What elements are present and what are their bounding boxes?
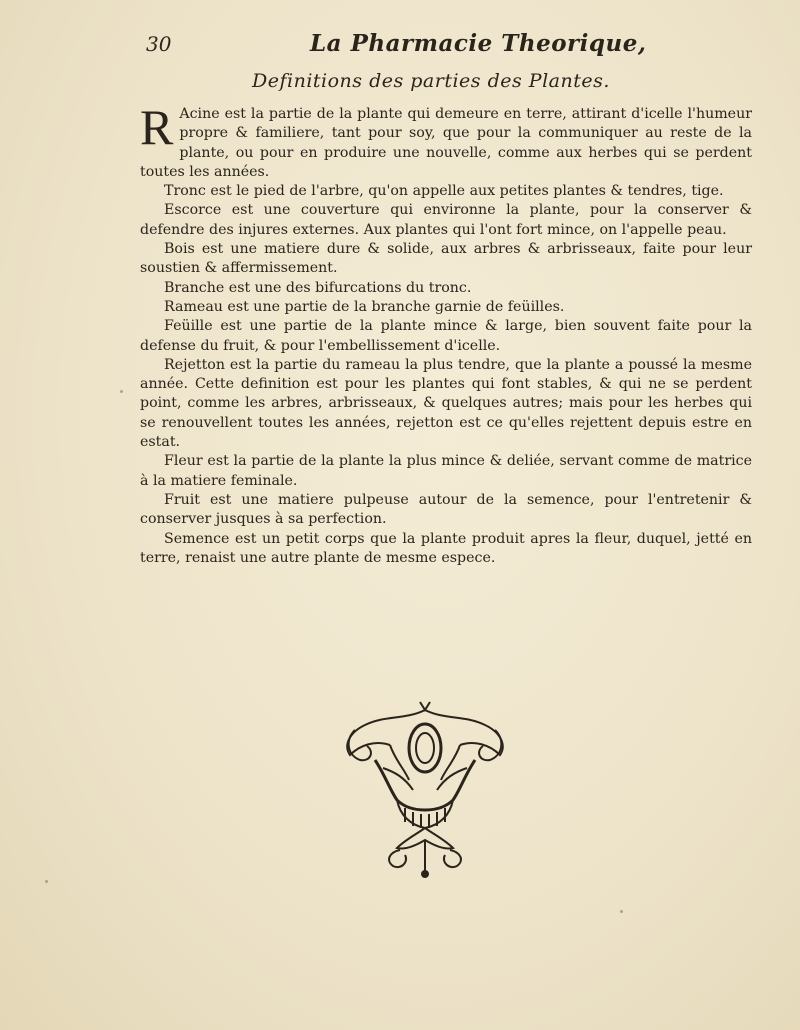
paragraph-fleur: Fleur est la partie de la plante la plus mince & deliée, servant comme de matrice à la matiere feminale.	[140, 453, 752, 489]
paragraph-bois: Bois est une matiere dure & solide, aux arbres & arbrisseaux, faite pour leur soustien & affermissement.	[140, 241, 752, 277]
page-number: 30	[146, 32, 172, 56]
paper-speck	[620, 910, 623, 913]
paragraph-semence: Semence est un petit corps que la plante produit apres la fleur, duquel, jetté en terre, renaist une autre plante de mesme espece.	[140, 530, 752, 566]
paragraph-racine	[140, 99, 752, 182]
running-title: La Pharmacie Theorique,	[310, 30, 647, 57]
paragraph-tronc: Tronc est le pied de l'arbre, qu'on appelle aux petites plantes & tendres, tige.	[164, 183, 724, 200]
paragraph-feuille: Feüille est une partie de la plante mince & large, bien souvent faite pour la defense du fruit, & pour l'embellissement d'icelle.	[140, 318, 752, 354]
paragraph-branche: Branche est une des bifurcations du tronc.	[164, 279, 472, 296]
paragraph-rejetton: Rejetton est la partie du rameau la plus tendre, que la plante a poussé la mesme année. Cette definition est pour les plantes qui font stables, & qui ne se perdent point, comme les arbres, arbrisseaux, & quelques autres; mais pour les herbes qui se renouvellent toutes les années, rejetton est ce qu'elles rejettent depuis estre en estat.	[140, 356, 752, 451]
paper-speck	[120, 390, 123, 393]
floral-ornament-icon	[335, 700, 515, 880]
drop-cap: R	[140, 99, 174, 155]
paragraph-escorce: Escorce est une couverture qui environne la plante, pour la conserver & defendre des injures externes. Aux plantes qui l'ont fort mince, on l'appelle peau.	[140, 202, 752, 238]
paragraph-rameau: Rameau est une partie de la branche garnie de feüilles.	[164, 298, 565, 315]
paragraph-text: Acine est la partie de la plante qui demeure en terre, attirant d'icelle l'humeur propre & familiere, tant pour soy, que pour la communiquer au reste de la plante, ou pour en produire une nouvelle, comme aux herbes qui se perdent toutes les années.	[140, 106, 752, 180]
paragraph-fruit: Fruit est une matiere pulpeuse autour de la semence, pour l'entretenir & conserver jusques à sa perfection.	[140, 491, 752, 528]
body-text	[140, 99, 752, 568]
section-title: Definitions des parties des Plantes.	[252, 70, 610, 92]
paper-speck	[45, 880, 48, 883]
